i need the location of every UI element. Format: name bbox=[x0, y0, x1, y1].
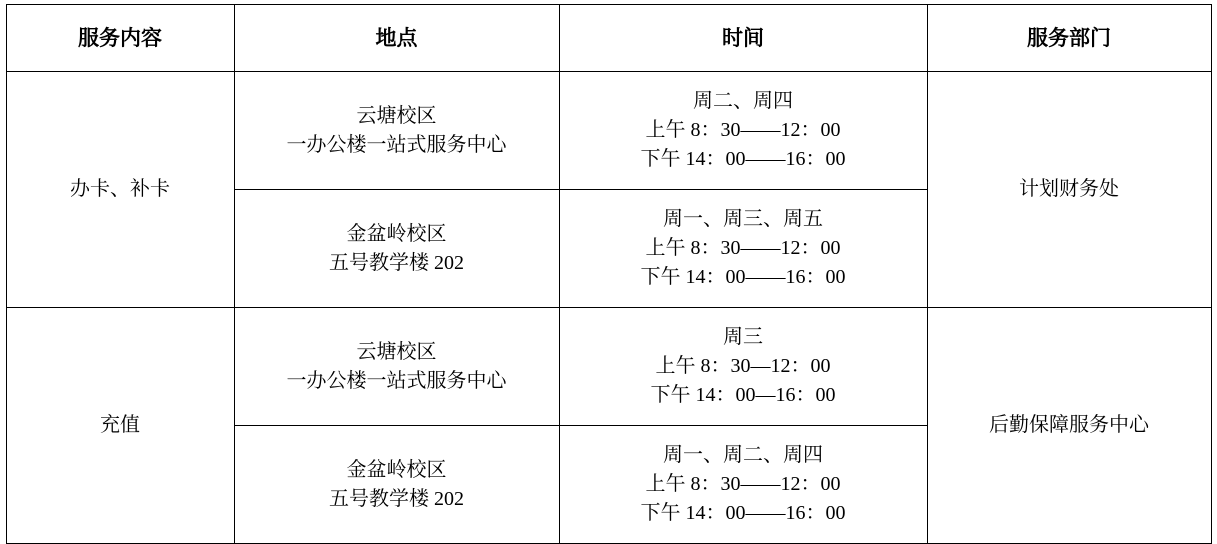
location-line-1: 云塘校区 bbox=[356, 104, 437, 127]
cell-location-2-1 bbox=[234, 308, 559, 426]
table-row bbox=[6, 72, 1211, 190]
cell-location-1-1 bbox=[234, 72, 559, 190]
time-morning: 上午 8：30—12：00 bbox=[655, 355, 831, 377]
time-days: 周一、周三、周五 bbox=[663, 208, 823, 230]
table-header-row bbox=[6, 5, 1211, 72]
time-afternoon: 下午 14：00—16：00 bbox=[650, 384, 836, 406]
time-days: 周一、周二、周四 bbox=[663, 444, 823, 466]
time-afternoon-wrap bbox=[564, 381, 923, 410]
location-line-2: 五号教学楼 202 bbox=[329, 487, 464, 510]
time-morning-wrap bbox=[564, 470, 923, 499]
time-morning: 上午 8：30——12：00 bbox=[645, 473, 841, 495]
cell-time-2-2 bbox=[559, 426, 927, 544]
time-days: 周二、周四 bbox=[693, 90, 793, 112]
time-morning-wrap bbox=[564, 116, 923, 145]
column-header-location: 地点 bbox=[234, 5, 559, 72]
cell-department-1: 计划财务处 bbox=[927, 72, 1211, 308]
time-afternoon-wrap bbox=[564, 145, 923, 174]
column-header-time: 时间 bbox=[559, 5, 927, 72]
time-afternoon: 下午 14：00——16：00 bbox=[640, 502, 846, 524]
cell-time-1-2 bbox=[559, 190, 927, 308]
location-line-1: 金盆岭校区 bbox=[346, 458, 447, 481]
cell-service-1: 办卡、补卡 bbox=[6, 72, 234, 308]
time-morning: 上午 8：30——12：00 bbox=[645, 119, 841, 141]
time-morning-wrap bbox=[564, 352, 923, 381]
location-line-1: 云塘校区 bbox=[356, 340, 437, 363]
cell-department-2: 后勤保障服务中心 bbox=[927, 308, 1211, 544]
column-header-department: 服务部门 bbox=[927, 5, 1211, 72]
cell-time-2-1 bbox=[559, 308, 927, 426]
location-line-2: 五号教学楼 202 bbox=[329, 251, 464, 274]
table-row bbox=[6, 308, 1211, 426]
location-line-1: 金盆岭校区 bbox=[346, 222, 447, 245]
service-schedule-table bbox=[6, 4, 1212, 544]
column-header-service: 服务内容 bbox=[6, 5, 234, 72]
time-afternoon: 下午 14：00——16：00 bbox=[640, 148, 846, 170]
cell-location-2-2 bbox=[234, 426, 559, 544]
time-afternoon: 下午 14：00——16：00 bbox=[640, 266, 846, 288]
time-morning: 上午 8：30——12：00 bbox=[645, 237, 841, 259]
cell-location-1-2 bbox=[234, 190, 559, 308]
time-afternoon-wrap bbox=[564, 499, 923, 528]
location-line-2: 一办公楼一站式服务中心 bbox=[286, 133, 507, 156]
cell-service-2: 充值 bbox=[6, 308, 234, 544]
time-afternoon-wrap bbox=[564, 263, 923, 292]
location-line-2: 一办公楼一站式服务中心 bbox=[286, 369, 507, 392]
time-days: 周三 bbox=[723, 326, 763, 348]
time-morning-wrap bbox=[564, 234, 923, 263]
cell-time-1-1 bbox=[559, 72, 927, 190]
